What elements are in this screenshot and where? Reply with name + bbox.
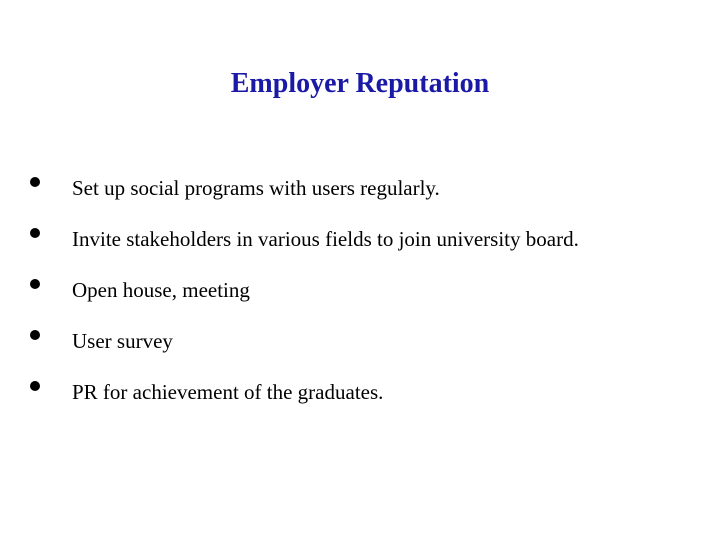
bullet-text: Open house, meeting [72,278,250,302]
bullet-dot-icon [30,177,40,187]
bullet-dot-icon [30,330,40,340]
bullet-text: Invite stakeholders in various fields to join university board. [72,227,579,251]
slide-title: Employer Reputation [230,68,490,99]
bullet-item [0,316,720,367]
bullet-item [0,163,720,214]
bullet-item [0,265,720,316]
bullet-item [0,214,720,265]
bullet-dot-icon [30,381,40,391]
bullet-list [0,163,720,418]
bullet-text: User survey [72,329,173,353]
bullet-dot-icon [30,279,40,289]
bullet-dot-icon [30,228,40,238]
bullet-item [0,367,720,418]
bullet-text: PR for achievement of the graduates. [72,380,384,404]
bullet-text: Set up social programs with users regularly. [72,176,440,200]
